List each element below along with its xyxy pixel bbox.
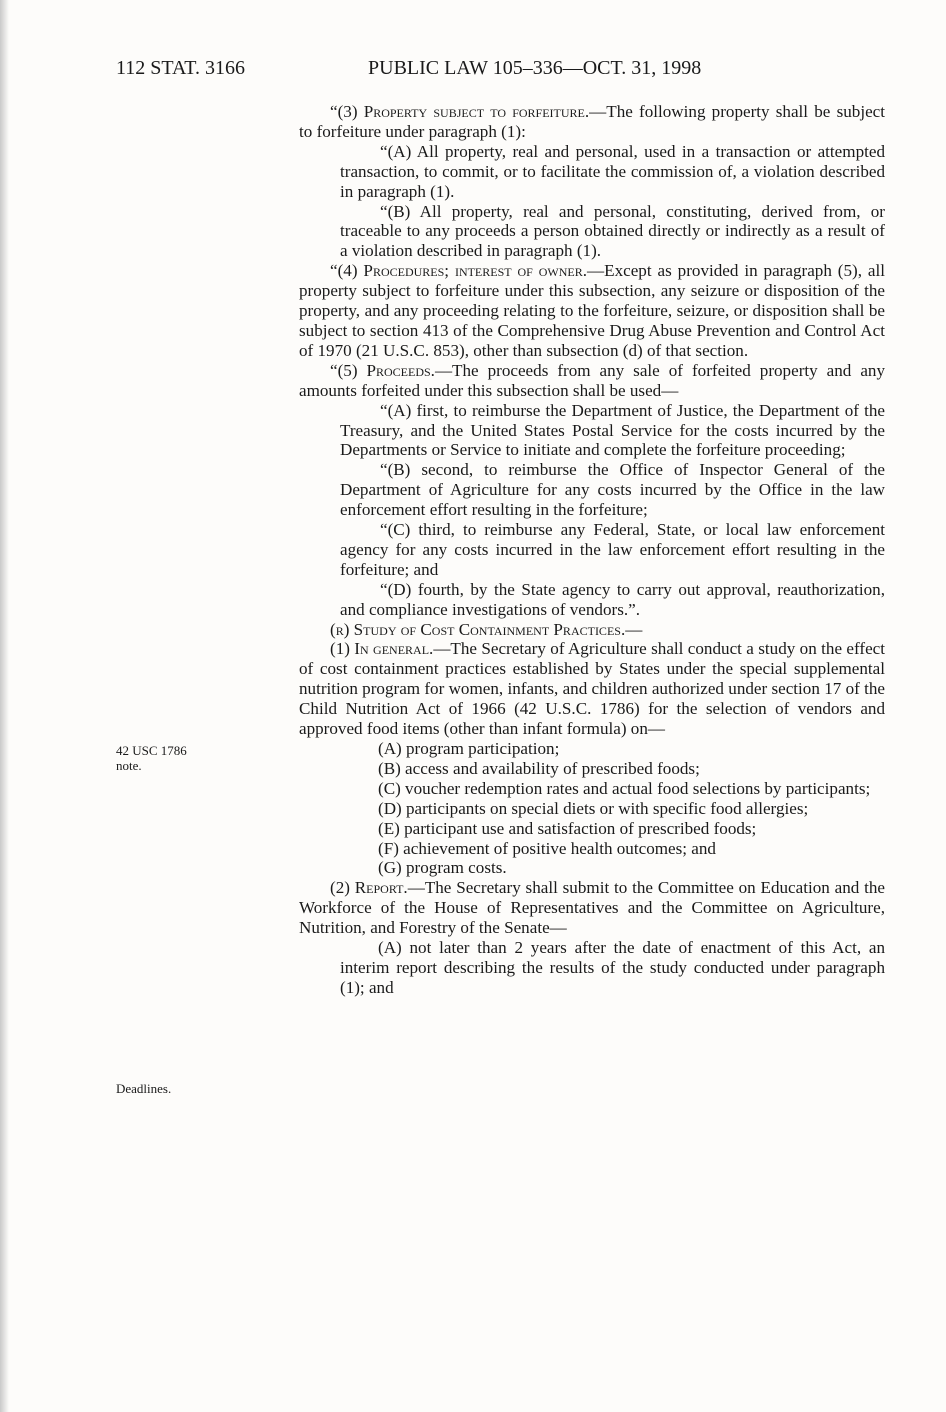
page-edge-shadow <box>0 0 9 1412</box>
paragraph-r1-text: —The Secretary of Agriculture shall conduct a study on the effect of cost containment practices established by States under the special supplemental nutrition program for women, infants, and children authorized under section 17 of the Child Nutrition Act of 1966 (42 U.S.C. 1786) for the selection of vendors and approved food items (other than infant formula) on— <box>299 639 885 739</box>
paragraph-r2 <box>299 878 885 938</box>
item-r1c: (C) voucher redemption rates and actual food selections by participants; <box>378 778 871 798</box>
margin-note-usc-line1: 42 USC 1786 <box>116 743 187 758</box>
paragraph-3-text: —The following property shall be subject to forfeiture under paragraph (1): <box>299 102 885 141</box>
item-r1g: (G) program costs. <box>378 858 507 878</box>
paragraph-5a: “(A) first, to reimburse the Department of Justice, the Department of the Treasury, and the United States Postal Service for the costs incurred by the Departments or Service to initiate and complete the forfeiture proceeding; <box>340 400 885 460</box>
paragraph-3-heading: “(3) Property subject to forfeiture. <box>330 102 590 121</box>
paragraph-5c: “(C) third, to reimburse any Federal, State, or local law enforcement agency for any costs incurred in the law enforcement effort resulting in the forfeiture; and <box>340 520 885 579</box>
paragraph-5b: “(B) second, to reimburse the Office of Inspector General of the Department of Agriculture for any costs incurred by the Office in the law enforcement effort resulting in the forfeiture; <box>340 460 885 520</box>
paragraph-4 <box>299 261 885 361</box>
paragraph-5-text: —The proceeds from any sale of forfeited property and any amounts forfeited under this subsection shall be used— <box>299 360 885 400</box>
paragraph-3b: “(B) All property, real and personal, constituting, derived from, or traceable to any proceeds a person obtained directly or indirectly as a result of a violation described in paragraph (1). <box>340 201 885 261</box>
running-header <box>0 57 946 83</box>
paragraph-3a: “(A) All property, real and personal, used in a transaction or attempted transaction, to commit, or to facilitate the commission of, a violation described in paragraph (1). <box>340 141 885 201</box>
law-title: PUBLIC LAW 105–336—OCT. 31, 1998 <box>368 57 702 79</box>
margin-note-deadlines: Deadlines. <box>116 1081 172 1096</box>
item-r1a: (A) program participation; <box>378 739 560 758</box>
item-r1e: (E) participant use and satisfaction of prescribed foods; <box>378 818 757 838</box>
margin-note-usc-line2: note. <box>116 758 142 773</box>
paragraph-4-heading: “(4) Procedures; interest of owner. <box>330 261 588 281</box>
item-r1f: (F) achievement of positive health outcomes; and <box>378 838 716 858</box>
paragraph-r2-heading: (2) Report. <box>330 878 408 898</box>
paragraph-3 <box>299 102 885 142</box>
paragraph-5-heading: “(5) Proceeds. <box>330 360 435 380</box>
item-r1d: (D) participants on special diets or with specific food allergies; <box>378 798 809 818</box>
statute-text <box>299 102 885 998</box>
item-r2a: (A) not later than 2 years after the date of enactment of this Act, an interim report describing the results of the study conducted under paragraph (1); and <box>340 938 885 997</box>
paragraph-r1 <box>299 639 885 739</box>
paragraph-4-text: —Except as provided in paragraph (5), all property subject to forfeiture under this subsection, any seizure or disposition of the property, and any proceeding relating to the forfeiture, seizure, or disposition shall be subject to section 413 of the Comprehensive Drug Abuse Prevention and Control Act of 1970 (21 U.S.C. 853), other than subsection (d) of that section. <box>299 261 885 360</box>
item-r1b: (B) access and availability of prescribed foods; <box>378 758 700 778</box>
paragraph-r1-heading: (1) In general. <box>330 639 434 659</box>
paragraph-5 <box>299 361 885 401</box>
paragraph-r2-text: —The Secretary shall submit to the Committee on Education and the Workforce of the House of Representatives and the Committee on Agriculture, Nutrition, and Forestry of the Senate— <box>299 878 885 938</box>
paragraph-5d: “(D) fourth, by the State agency to carry out approval, reauthorization, and compliance investigations of vendors.”. <box>340 579 885 619</box>
subsection-r-heading: (r) Study of Cost Containment Practices.— <box>330 619 643 639</box>
page-number: 112 STAT. 3166 <box>116 57 245 79</box>
margin-note-usc <box>116 743 187 773</box>
